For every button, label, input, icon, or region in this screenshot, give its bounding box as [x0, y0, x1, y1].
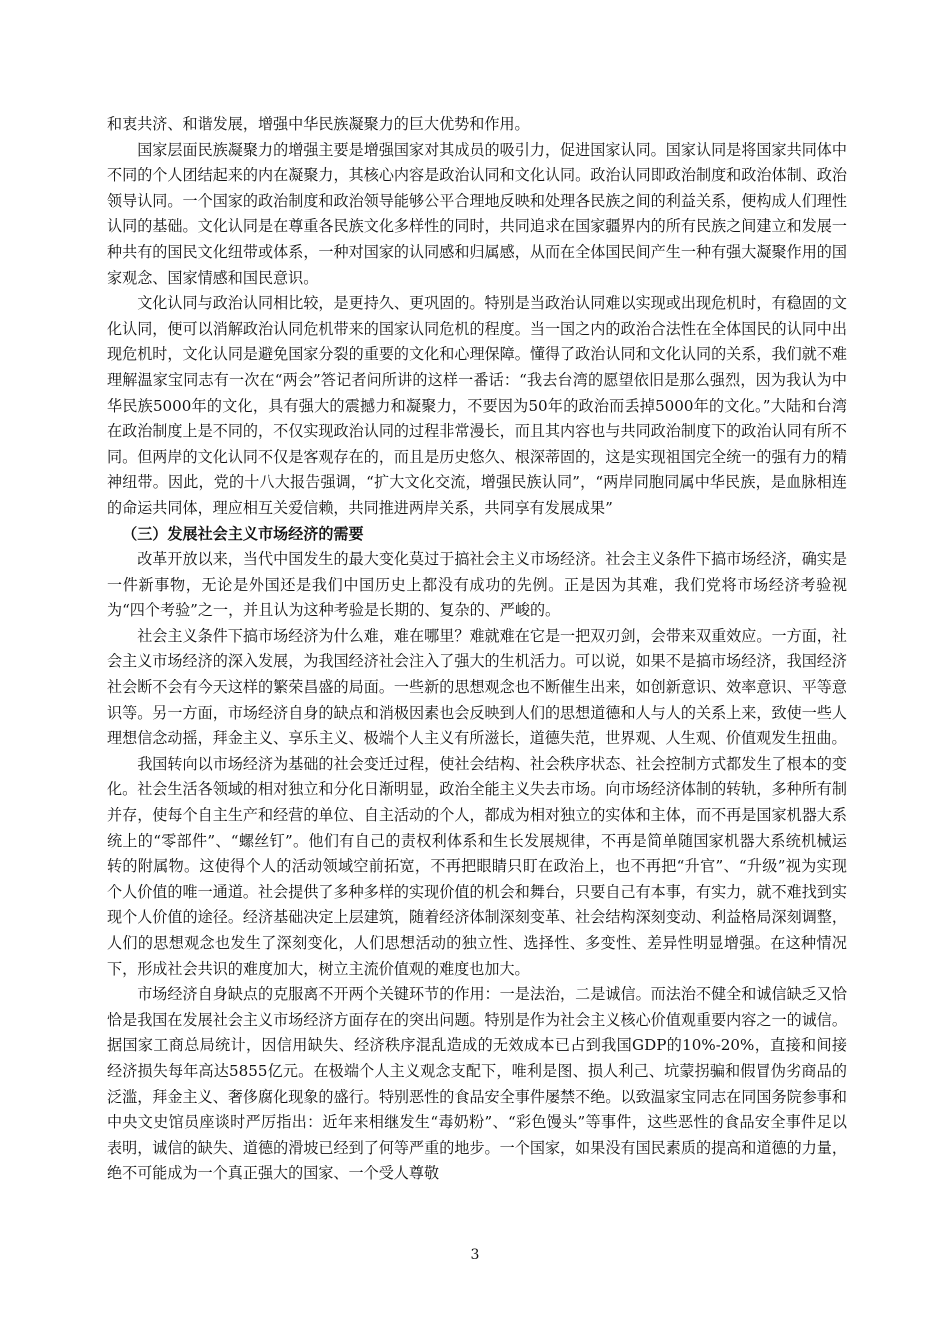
body-paragraph: 市场经济自身缺点的克服离不开两个关键环节的作用：一是法治，二是诚信。而法治不健全和诚信缺乏又恰恰是我国在发展社会主义市场经济方面存在的突出问题。特别是作为社会主义核心价值观重要内容之一的诚信。据国家工商总局统计，因信用缺失、经济秩序混乱造成的无效成本已占到我国GDP的10%-20%，直接和间接经济损失每年高达5855亿元。在极端个人主义观念支配下，唯利是图、损人利己、坑蒙拐骗和假冒伪劣商品的泛滥，拜金主义、奢侈腐化现象的盛行。特别恶性的食品安全事件屡禁不绝。以致温家宝同志在同国务院参事和中央文史馆员座谈时严厉指出：近年来相继发生“毒奶粉”、“彩色馒头”等事件，这些恶性的食品安全事件足以表明，诚信的缺失、道德的滑坡已经到了何等严重的地步。一个国家，如果没有国民素质的提高和道德的力量，绝不可能成为一个真正强大的国家、一个受人尊敬 [107, 985, 847, 1183]
body-paragraph: 我国转向以市场经济为基础的社会变迁过程，使社会结构、社会秩序状态、社会控制方式都发生了根本的变化。社会生活各领域的相对独立和分化日渐明显，政治全能主义失去市场。向市场经济体制的转轨，多种所有制并存，使每个自主生产和经营的单位、自主活动的个人，都成为相对独立的实体和主体，而不再是国家机器大系统上的“零部件”、“螺丝钉”。他们有自己的责权利体系和生长发展规律，不再是简单随国家机器大系统机械运转的附属物。这使得个人的活动领域空前拓宽，不再把眼睛只盯在政治上，也不再把“升官”、“升级”视为实现个人价值的唯一通道。社会提供了多种多样的实现价值的机会和舞台，只要自己有本事，有实力，就不难找到实现个人价值的途径。经济基础决定上层建筑，随着经济体制深刻变革、社会结构深刻变动、利益格局深刻调整，人们的思想观念也发生了深刻变化，人们思想活动的独立性、选择性、多变性、差异性明显增强。在这种情况下，形成社会共识的难度加大，树立主流价值观的难度也加大。 [107, 754, 847, 978]
body-paragraph: 国家层面民族凝聚力的增强主要是增强国家对其成员的吸引力，促进国家认同。国家认同是将国家共同体中不同的个人团结起来的内在凝聚力，其核心内容是政治认同和文化认同。政治认同即政治制度和政治体制、政治领导认同。一个国家的政治制度和政治领导能够公平合理地反映和处理各民族之间的利益关系，便构成人们理性认同的基础。文化认同是在尊重各民族文化多样性的同时，共同追求在国家疆界内的所有民族之间建立和发展一种共有的国民文化纽带或体系，一种对国家的认同感和归属感，从而在全体国民间产生一种有强大凝聚作用的国家观念、国家情感和国民意识。 [107, 140, 847, 287]
document-page [107, 112, 847, 1187]
page-number: 3 [470, 1247, 480, 1263]
body-paragraph: 社会主义条件下搞市场经济为什么难，难在哪里？难就难在它是一把双刃剑，会带来双重效应。一方面，社会主义市场经济的深入发展，为我国经济社会注入了强大的生机活力。可以说，如果不是搞市场经济，我国经济社会断不会有今天这样的繁荣昌盛的局面。一些新的思想观念也不断催生出来，如创新意识、效率意识、平等意识等。另一方面，市场经济自身的缺点和消极因素也会反映到人们的思想道德和人与人的关系上来，致使一些人理想信念动摇，拜金主义、享乐主义、极端个人主义有所滋长，道德失范，世界观、人生观、价值观发生扭曲。 [107, 626, 847, 748]
section-heading: （三）发展社会主义市场经济的需要 [122, 524, 364, 543]
body-paragraph: 改革开放以来，当代中国发生的最大变化莫过于搞社会主义市场经济。社会主义条件下搞市场经济，确实是一件新事物，无论是外国还是我们中国历史上都没有成功的先例。正是因为其难，我们党将市场经济考验视为“四个考验”之一，并且认为这种考验是长期的、复杂的、严峻的。 [107, 550, 847, 620]
body-paragraph: 和衷共济、和谐发展，增强中华民族凝聚力的巨大优势和作用。 [107, 115, 530, 133]
body-paragraph: 文化认同与政治认同相比较，是更持久、更巩固的。特别是当政治认同难以实现或出现危机时，有稳固的文化认同，便可以消解政治认同危机带来的国家认同危机的程度。当一国之内的政治合法性在全体国民的认同中出现危机时，文化认同是避免国家分裂的重要的文化和心理保障。懂得了政治认同和文化认同的关系，我们就不难理解温家宝同志有一次在“两会”答记者问所讲的这样一番话：“我去台湾的愿望依旧是那么强烈，因为我认为中华民族5000年的文化，具有强大的震撼力和凝聚力，不要因为50年的政治而丢掉5000年的文化。”大陆和台湾在政治制度上是不同的，不仅实现政治认同的过程非常漫长，而且其内容也与共同政治制度下的政治认同有所不同。但两岸的文化认同不仅是客观存在的，而且是历史悠久、根深蒂固的，这是实现祖国完全统一的强有力的精神纽带。因此，党的十八大报告强调，“扩大文化交流，增强民族认同”，“两岸同胞同属中华民族，是血脉相连的命运共同体，理应相互关爱信赖，共同推进两岸关系，共同享有发展成果” [107, 294, 847, 517]
